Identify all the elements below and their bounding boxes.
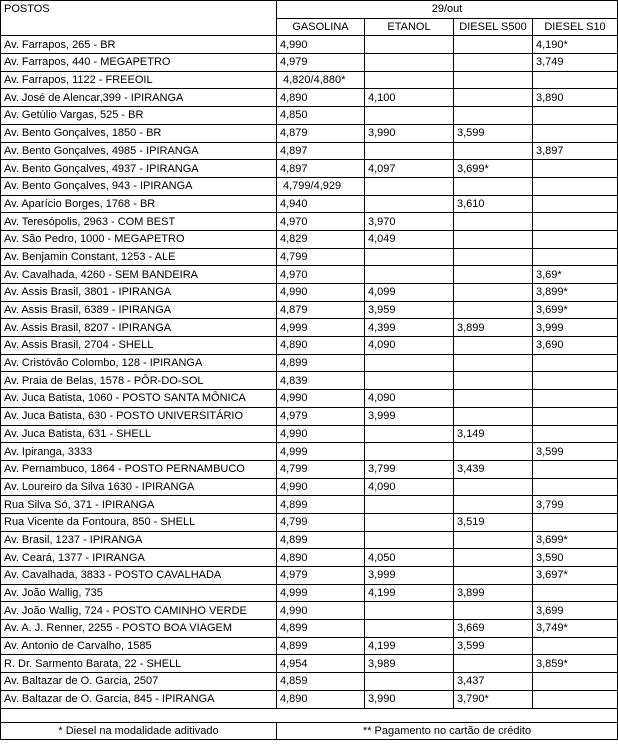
cell-diesel-s10: 3,799 [533,496,618,514]
cell-gasolina: 4,999 [277,584,365,602]
station-name: Av. Pernambuco, 1864 - POSTO PERNAMBUCO [1,460,277,478]
table-row [1,637,618,655]
table-row [1,460,618,478]
cell-gasolina: 4,879 [277,124,365,142]
cell-gasolina: 4,990 [277,478,365,496]
station-name: Av. Farrapos, 1122 - FREEOIL [1,71,277,89]
station-name: Rua Vicente da Fontoura, 850 - SHELL [1,513,277,531]
station-name: Av. Juca Batista, 631 - SHELL [1,425,277,443]
cell-etanol: 3,970 [365,213,454,231]
cell-etanol: 4,099 [365,284,454,302]
station-name: Av. Bento Gonçalves, 1850 - BR [1,124,277,142]
cell-diesel-s500 [454,301,533,319]
cell-gasolina: 4,979 [277,54,365,72]
column-header-diesel-s500: DIESEL S500 [454,18,533,36]
table-row [1,301,618,319]
station-name: Av. Farrapos, 440 - MEGAPETRO [1,54,277,72]
cell-etanol: 4,050 [365,549,454,567]
cell-gasolina: 4,850 [277,107,365,125]
table-row [1,531,618,549]
cell-gasolina: 4,990 [277,36,365,54]
table-row [1,266,618,284]
table-row [1,160,618,178]
station-name: Av. Loureiro da Silva 1630 - IPIRANGA [1,478,277,496]
cell-diesel-s10: 3,69* [533,266,618,284]
table-row [1,372,618,390]
station-name: Av. Assis Brasil, 8207 - IPIRANGA [1,319,277,337]
cell-gasolina: 4,890 [277,690,365,708]
cell-gasolina: 4,890 [277,549,365,567]
cell-diesel-s10: 3,690 [533,337,618,355]
cell-diesel-s10 [533,160,618,178]
table-row [1,213,618,231]
cell-diesel-s500 [454,36,533,54]
cell-diesel-s10 [533,107,618,125]
cell-etanol: 4,097 [365,160,454,178]
cell-diesel-s10: 3,749* [533,620,618,638]
cell-diesel-s500 [454,71,533,89]
cell-diesel-s500 [454,602,533,620]
station-name: Av. Baltazar de O. Garcia, 2507 [1,673,277,691]
cell-gasolina: 4,970 [277,266,365,284]
cell-diesel-s10 [533,460,618,478]
cell-diesel-s500 [454,549,533,567]
cell-diesel-s10: 3,890 [533,89,618,107]
table-row [1,602,618,620]
cell-etanol [365,195,454,213]
cell-diesel-s10: 3,699* [533,531,618,549]
cell-gasolina: 4,899 [277,620,365,638]
cell-diesel-s10 [533,673,618,691]
station-name: Av. Bento Gonçalves, 4937 - IPIRANGA [1,160,277,178]
cell-diesel-s500 [454,337,533,355]
station-name: Av. João Wallig, 724 - POSTO CAMINHO VERDE [1,602,277,620]
table-row [1,177,618,195]
table-row [1,549,618,567]
station-name: Av. Juca Batista, 1060 - POSTO SANTA MÔNICA [1,390,277,408]
station-name: Av. José de Alencar,399 - IPIRANGA [1,89,277,107]
cell-gasolina: 4,799/4,929 [277,177,365,195]
cell-diesel-s10 [533,372,618,390]
cell-gasolina: 4,799 [277,513,365,531]
table-row [1,425,618,443]
station-name: Rua Silva Só, 371 - IPIRANGA [1,496,277,514]
cell-diesel-s500: 3,610 [454,195,533,213]
cell-etanol: 4,090 [365,337,454,355]
cell-gasolina: 4,899 [277,496,365,514]
table-row [1,89,618,107]
cell-diesel-s500 [454,213,533,231]
cell-etanol: 3,959 [365,301,454,319]
cell-diesel-s10: 3,859* [533,655,618,673]
cell-etanol [365,107,454,125]
cell-etanol: 4,100 [365,89,454,107]
cell-diesel-s500 [454,284,533,302]
cell-gasolina: 4,990 [277,602,365,620]
cell-diesel-s10 [533,354,618,372]
table-row [1,124,618,142]
cell-gasolina: 4,899 [277,531,365,549]
footnote-diesel: * Diesel na modalidade aditivado [1,722,277,739]
table-row [1,284,618,302]
cell-diesel-s10: 3,699* [533,301,618,319]
cell-gasolina: 4,990 [277,425,365,443]
station-name: Av. Praia de Belas, 1578 - PÔR-DO-SOL [1,372,277,390]
cell-diesel-s10 [533,71,618,89]
cell-diesel-s10 [533,390,618,408]
cell-etanol [365,248,454,266]
cell-diesel-s500 [454,443,533,461]
cell-gasolina: 4,820/4,880* [277,71,365,89]
cell-diesel-s10: 3,599 [533,443,618,461]
cell-diesel-s500 [454,496,533,514]
cell-diesel-s10 [533,213,618,231]
station-name: Av. Farrapos, 265 - BR [1,36,277,54]
cell-etanol: 4,199 [365,637,454,655]
cell-etanol [365,266,454,284]
column-header-diesel-s10: DIESEL S10 [533,18,618,36]
table-row [1,248,618,266]
station-name: Av. Ceará, 1377 - IPIRANGA [1,549,277,567]
cell-gasolina: 4,829 [277,230,365,248]
cell-etanol [365,177,454,195]
cell-etanol [365,372,454,390]
table-row [1,690,618,708]
cell-gasolina: 4,839 [277,372,365,390]
table-row [1,407,618,425]
cell-gasolina: 4,897 [277,160,365,178]
station-name: Av. Cristóvão Colombo, 128 - IPIRANGA [1,354,277,372]
station-name: Av. Benjamin Constant, 1253 - ALE [1,248,277,266]
footnote-row [1,722,618,739]
cell-diesel-s500: 3,899 [454,319,533,337]
cell-etanol: 4,399 [365,319,454,337]
cell-etanol: 4,090 [365,390,454,408]
cell-diesel-s500 [454,478,533,496]
cell-diesel-s500 [454,407,533,425]
table-row [1,142,618,160]
cell-diesel-s10: 3,749 [533,54,618,72]
header-row-top [1,1,618,19]
cell-diesel-s500: 3,439 [454,460,533,478]
cell-gasolina: 4,990 [277,284,365,302]
cell-etanol [365,531,454,549]
cell-etanol: 3,999 [365,567,454,585]
table-row [1,478,618,496]
cell-etanol [365,443,454,461]
station-name: Av. Aparício Borges, 1768 - BR [1,195,277,213]
station-name: Av. Getúlio Vargas, 525 - BR [1,107,277,125]
cell-etanol: 3,989 [365,655,454,673]
cell-diesel-s10 [533,584,618,602]
cell-diesel-s10: 3,897 [533,142,618,160]
cell-etanol: 4,090 [365,478,454,496]
cell-gasolina: 4,940 [277,195,365,213]
table-row [1,567,618,585]
station-name: Av. Ipiranga, 3333 [1,443,277,461]
cell-diesel-s500 [454,89,533,107]
station-name: Av. Cavalhada, 3833 - POSTO CAVALHADA [1,567,277,585]
spacer-cell [1,708,618,722]
cell-gasolina: 4,999 [277,443,365,461]
cell-etanol [365,513,454,531]
cell-etanol [365,673,454,691]
cell-gasolina: 4,890 [277,337,365,355]
cell-etanol [365,54,454,72]
cell-diesel-s10: 4,190* [533,36,618,54]
cell-etanol [365,354,454,372]
cell-diesel-s10 [533,407,618,425]
cell-gasolina: 4,970 [277,213,365,231]
cell-diesel-s500 [454,54,533,72]
cell-etanol: 3,999 [365,407,454,425]
column-header-etanol: ETANOL [365,18,454,36]
table-row [1,71,618,89]
cell-diesel-s10: 3,699 [533,602,618,620]
station-name: Av. Assis Brasil, 6389 - IPIRANGA [1,301,277,319]
cell-gasolina: 4,879 [277,301,365,319]
table-row [1,513,618,531]
table-row [1,496,618,514]
cell-gasolina: 4,799 [277,460,365,478]
station-name: Av. Brasil, 1237 - IPIRANGA [1,531,277,549]
table-row [1,673,618,691]
cell-diesel-s500: 3,149 [454,425,533,443]
cell-diesel-s10 [533,478,618,496]
cell-gasolina: 4,859 [277,673,365,691]
cell-diesel-s10 [533,248,618,266]
cell-diesel-s500: 3,519 [454,513,533,531]
station-name: Av. Bento Gonçalves, 4985 - IPIRANGA [1,142,277,160]
cell-gasolina: 4,899 [277,637,365,655]
cell-diesel-s10 [533,513,618,531]
table-row [1,584,618,602]
cell-diesel-s500: 3,599 [454,637,533,655]
table-row [1,107,618,125]
footnote-payment: ** Pagamento no cartão de crédito [277,722,618,739]
cell-diesel-s10: 3,999 [533,319,618,337]
cell-diesel-s10 [533,195,618,213]
cell-etanol [365,620,454,638]
table-row [1,36,618,54]
table-row [1,230,618,248]
cell-diesel-s500 [454,655,533,673]
table-row [1,195,618,213]
spacer-row [1,708,618,722]
cell-diesel-s10 [533,425,618,443]
date-header: 29/out [277,1,618,19]
table-row [1,354,618,372]
station-name: Av. Juca Batista, 630 - POSTO UNIVERSITÁRIO [1,407,277,425]
cell-gasolina: 4,990 [277,390,365,408]
cell-etanol [365,71,454,89]
cell-diesel-s500: 3,437 [454,673,533,691]
table-row [1,655,618,673]
column-header-gasolina: GASOLINA [277,18,365,36]
cell-diesel-s500 [454,107,533,125]
table-row [1,319,618,337]
cell-etanol: 4,199 [365,584,454,602]
station-name: Av. Assis Brasil, 2704 - SHELL [1,337,277,355]
cell-diesel-s10: 3,590 [533,549,618,567]
station-name: Av. São Pedro, 1000 - MEGAPETRO [1,230,277,248]
station-name: Av. Assis Brasil, 3801 - IPIRANGA [1,284,277,302]
station-name: R. Dr. Sarmento Barata, 22 - SHELL [1,655,277,673]
station-name: Av. Cavalhada, 4260 - SEM BANDEIRA [1,266,277,284]
cell-diesel-s10 [533,690,618,708]
cell-gasolina: 4,979 [277,567,365,585]
cell-diesel-s500 [454,177,533,195]
cell-etanol: 3,799 [365,460,454,478]
station-name: Av. A. J. Renner, 2255 - POSTO BOA VIAGEM [1,620,277,638]
cell-etanol: 3,990 [365,690,454,708]
cell-diesel-s10 [533,177,618,195]
cell-diesel-s500 [454,142,533,160]
table-row [1,54,618,72]
cell-diesel-s500 [454,390,533,408]
cell-etanol [365,425,454,443]
cell-diesel-s500 [454,354,533,372]
cell-diesel-s10: 3,899* [533,284,618,302]
cell-diesel-s500 [454,567,533,585]
table-row [1,443,618,461]
cell-etanol [365,602,454,620]
table-row [1,337,618,355]
cell-gasolina: 4,999 [277,319,365,337]
cell-gasolina: 4,899 [277,354,365,372]
table-row [1,390,618,408]
cell-diesel-s500 [454,531,533,549]
cell-diesel-s10 [533,637,618,655]
cell-diesel-s500 [454,372,533,390]
cell-etanol: 3,990 [365,124,454,142]
cell-diesel-s10 [533,124,618,142]
cell-diesel-s500: 3,790* [454,690,533,708]
cell-diesel-s500: 3,899 [454,584,533,602]
cell-etanol [365,142,454,160]
cell-etanol [365,496,454,514]
cell-diesel-s500: 3,669 [454,620,533,638]
cell-gasolina: 4,954 [277,655,365,673]
cell-gasolina: 4,979 [277,407,365,425]
cell-diesel-s500 [454,230,533,248]
cell-diesel-s10 [533,230,618,248]
cell-gasolina: 4,897 [277,142,365,160]
cell-gasolina: 4,799 [277,248,365,266]
cell-etanol [365,36,454,54]
station-name: Av. Baltazar de O. Garcia, 845 - IPIRANGA [1,690,277,708]
cell-diesel-s500 [454,248,533,266]
table-row [1,620,618,638]
cell-diesel-s500: 3,599 [454,124,533,142]
station-name: Av. Bento Gonçalves, 943 - IPIRANGA [1,177,277,195]
station-name: Av. Antonio de Carvalho, 1585 [1,637,277,655]
station-name: Av. Teresópolis, 2963 - COM BEST [1,213,277,231]
postos-header: POSTOS [1,1,277,36]
cell-diesel-s10: 3,697* [533,567,618,585]
cell-diesel-s500 [454,266,533,284]
cell-etanol: 4,049 [365,230,454,248]
cell-diesel-s500: 3,699* [454,160,533,178]
station-name: Av. João Wallig, 735 [1,584,277,602]
cell-gasolina: 4,890 [277,89,365,107]
